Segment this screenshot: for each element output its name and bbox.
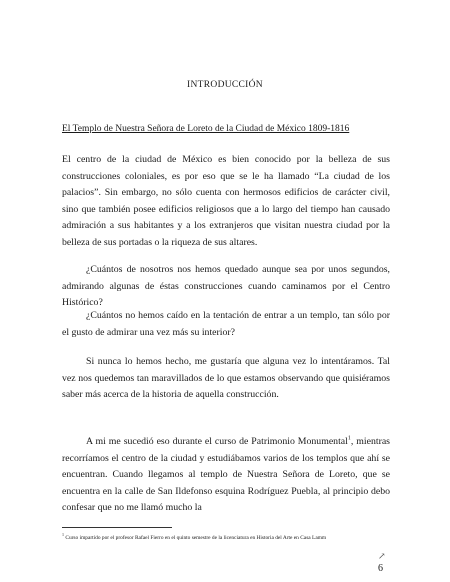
section-subtitle: El Templo de Nuestra Señora de Loreto de la Ciudad de México 1809-1816 <box>62 124 350 134</box>
paragraph-2: ¿Cuántos de nosotros nos hemos quedado aunque sea por unos segundos, admirando algunas de éstas construcciones cuando caminamos por el Centro Histórico? <box>62 264 390 309</box>
handwritten-mark-icon: ↗ <box>378 551 386 561</box>
footnote-reference: 1 <box>347 435 351 442</box>
paragraph-3: ¿Cuántos no hemos caído en la tentación de entrar a un templo, tan sólo por el gusto de admirar una vez más su interior? <box>62 310 390 338</box>
paragraph-1: El centro de la ciudad de México es bien conocido por la belleza de sus construcciones coloniales, es por eso que se le ha llamado “La ciudad de los palacios”. Sin embargo, no sólo cuenta con hermosos edificios de carácter civil, sino que también posee edificios religiosos que a lo largo del tiempo han causado admiración a sus habitantes y a los extranjeros que visitan nuestra ciudad por la belleza de sus portadas o la riqueza de sus altares. <box>62 154 390 248</box>
paragraph-5-text-end: , mientras recorríamos el centro de la ciudad y estudiábamos varios de los templos que ahí se encuentran. Cuando llegamos al templo de Nuestra Señora de Loreto, que se encuentra en la calle de San Ildefonso esquina Rodríguez Puebla, al principio debo confesar que no me llamó mucho la <box>62 436 390 514</box>
page-number: 6 <box>378 563 383 574</box>
footnote-divider <box>62 527 172 528</box>
paragraph-5-text-start: A mi me sucedió eso durante el curso de Patrimonio Monumental <box>86 436 348 447</box>
page-heading: INTRODUCCIÓN <box>187 80 263 90</box>
footnote-text: Curso impartido por el profesor Rafael Fierro en el quinto semestre de la licenciatura en Historia del Arte en Casa Lamm <box>64 534 327 541</box>
paragraph-4: Si nunca lo hemos hecho, me gustaría que alguna vez lo intentáramos. Tal vez nos quedemos tan maravillados de lo que estamos observando que quisiéramos saber más acerca de la historia de aquella construcción. <box>62 356 390 401</box>
footnote <box>62 531 392 542</box>
paragraph-5 <box>62 434 390 517</box>
footnote-number: 1 <box>62 532 64 537</box>
